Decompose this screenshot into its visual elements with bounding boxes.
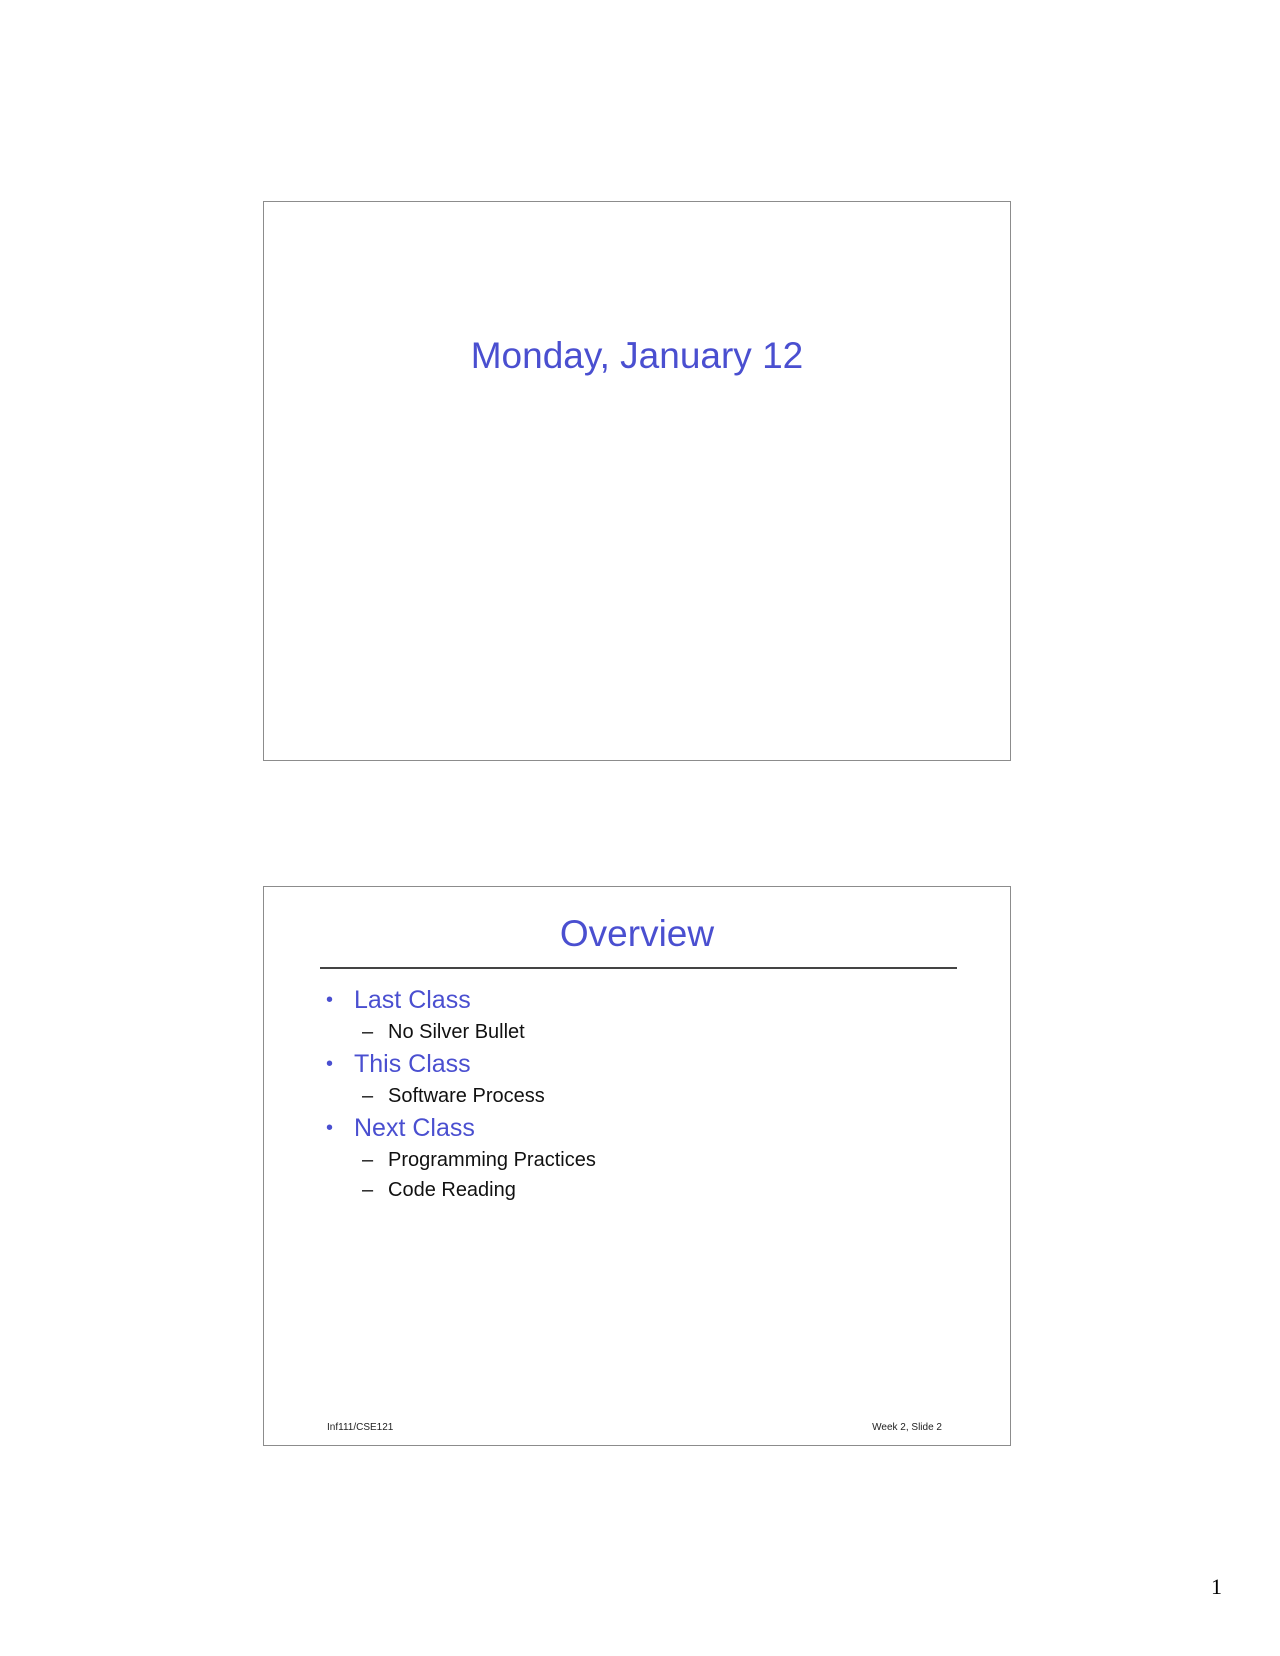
title-slide — [263, 201, 1011, 761]
dash-icon: – — [362, 1085, 374, 1107]
sub-bullet-item — [326, 1175, 926, 1205]
bullet-icon: • — [326, 1053, 334, 1075]
bullet-item-next-class — [326, 1111, 926, 1145]
page-number: 1 — [1211, 1574, 1222, 1599]
sub-bullet-item — [326, 1081, 926, 1111]
dash-icon: – — [362, 1021, 374, 1043]
sub-bullet-item — [326, 1017, 926, 1047]
bullet-icon: • — [326, 1117, 334, 1139]
sub-bullet-label: No Silver Bullet — [388, 1021, 525, 1043]
overview-slide — [263, 886, 1011, 1446]
dash-icon: – — [362, 1149, 374, 1171]
sub-bullet-item — [326, 1145, 926, 1175]
dash-icon: – — [362, 1179, 374, 1201]
sub-bullet-label: Software Process — [388, 1085, 545, 1107]
bullet-label: Last Class — [354, 986, 471, 1014]
bullet-label: This Class — [354, 1050, 471, 1078]
slide-footer-number: Week 2, Slide 2 — [872, 1422, 942, 1433]
slide-footer-course: Inf111/CSE121 — [327, 1422, 394, 1433]
bullet-item-last-class — [326, 983, 926, 1017]
slide-title: Monday, January 12 — [470, 335, 804, 376]
bullet-icon: • — [326, 989, 334, 1011]
bullet-label: Next Class — [354, 1114, 475, 1142]
sub-bullet-label: Code Reading — [388, 1179, 516, 1201]
bullet-list — [326, 983, 926, 1205]
bullet-item-this-class — [326, 1047, 926, 1081]
title-divider — [320, 967, 957, 969]
sub-bullet-label: Programming Practices — [388, 1149, 596, 1171]
slide-title: Overview — [559, 913, 715, 954]
